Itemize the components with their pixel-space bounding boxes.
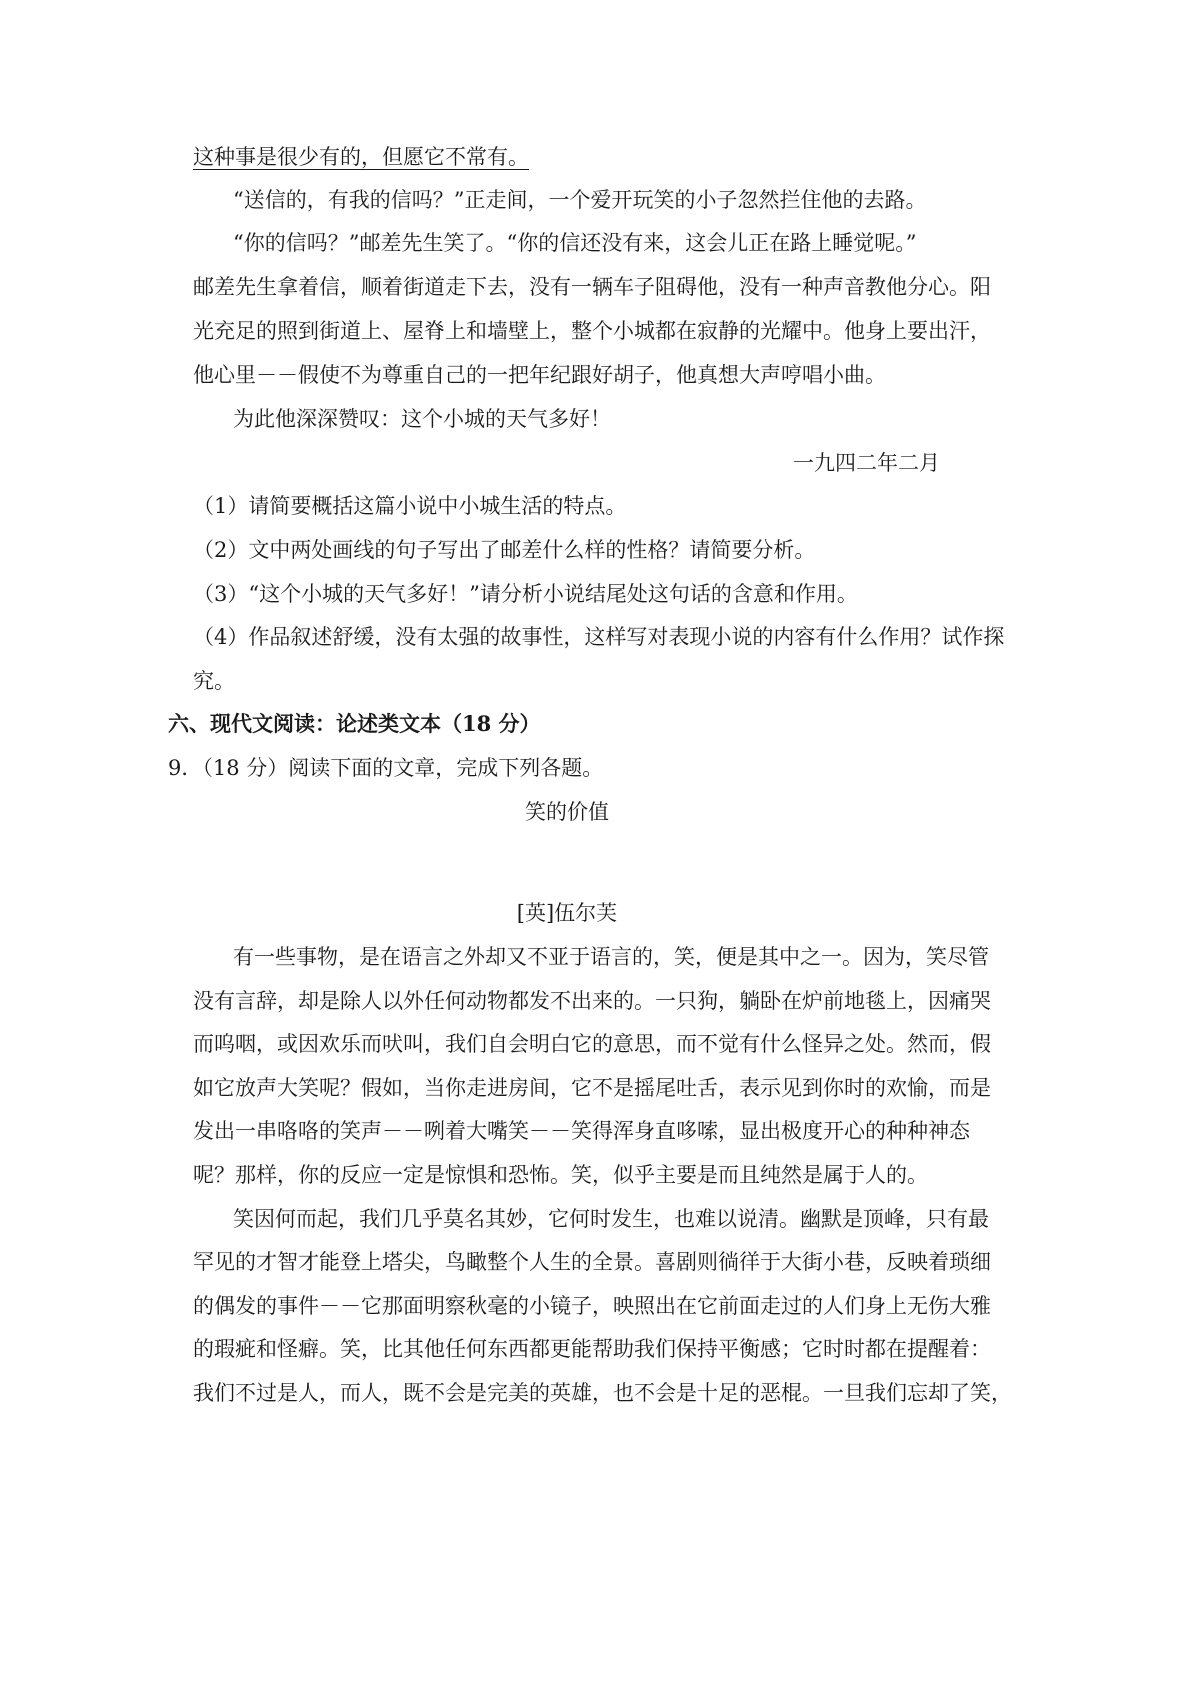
paragraph-line: 我们不过是人，而人，既不会是完美的英雄，也不会是十足的恶棍。一旦我们忘却了笑， — [193, 1381, 1012, 1405]
question-item: 究。 — [193, 669, 235, 693]
dialogue-line-1: “送信的，有我的信吗？”正走间，一个爱开玩笑的小子忽然拦住他的去路。 — [233, 188, 927, 212]
section-heading: 六、现代文阅读：论述类文本（18 分） — [168, 711, 541, 736]
question-item: （3）“这个小城的天气多好！”请分析小说结尾处这句话的含意和作用。 — [193, 582, 858, 606]
closing-line: 为此他深深赞叹：这个小城的天气多好！ — [233, 407, 611, 431]
paragraph-line: 发出一串咯咯的笑声－－咧着大嘴笑－－笑得浑身直哆嗦，显出极度开心的种种神态 — [193, 1119, 970, 1143]
question-item: （1）请简要概括这篇小说中小城生活的特点。 — [193, 494, 627, 518]
story-date: 一九四二年二月 — [793, 451, 940, 475]
paragraph-line: 罕见的才智才能登上塔尖，鸟瞰整个人生的全景。喜剧则徜徉于大街小巷，反映着琐细 — [193, 1250, 991, 1274]
question-item: （4）作品叙述舒缓，没有太强的故事性，这样写对表现小说的内容有什么作用？试作探 — [193, 625, 1005, 649]
paragraph-line: 笑因何而起，我们几乎莫名其妙，它何时发生，也难以说清。幽默是顶峰，只有最 — [233, 1207, 989, 1231]
paragraph-line: 没有言辞，却是除人以外任何动物都发不出来的。一只狗，躺卧在炉前地毯上，因痛哭 — [193, 989, 991, 1013]
article-author: [英]伍尔芙 — [516, 901, 618, 925]
narration-line: 邮差先生拿着信，顺着街道走下去，没有一辆车子阻碍他，没有一种声音教他分心。阳 — [193, 275, 991, 299]
paragraph-line: 的瑕疵和怪癖。笑，比其他任何东西都更能帮助我们保持平衡感；它时时都在提醒着： — [193, 1337, 991, 1361]
question-9-prompt: 9．（18 分）阅读下面的文章，完成下列各题。 — [168, 756, 604, 780]
dialogue-line-2: “你的信吗？”邮差先生笑了。“你的信还没有来，这会儿正在路上睡觉呢。” — [233, 231, 917, 255]
paragraph-line: 如它放声大笑呢？假如，当你走进房间，它不是摇尾吐舌，表示见到你时的欢愉，而是 — [193, 1076, 991, 1100]
question-item: （2）文中两处画线的句子写出了邮差什么样的性格？请简要分析。 — [193, 538, 816, 562]
article-title: 笑的价值 — [525, 800, 609, 824]
paragraph-line: 的偶发的事件－－它那面明察秋毫的小镜子，映照出在它前面走过的人们身上无伤大雅 — [193, 1294, 991, 1318]
paragraph-line: 有一些事物，是在语言之外却又不亚于语言的，笑，便是其中之一。因为，笑尽管 — [233, 945, 989, 969]
narration-line: 光充足的照到街道上、屋脊上和墙壁上，整个小城都在寂静的光耀中。他身上要出汗， — [193, 319, 991, 343]
narration-line: 他心里－－假使不为尊重自己的一把年纪跟好胡子，他真想大声哼唱小曲。 — [193, 363, 886, 387]
paragraph-line: 呢？那样，你的反应一定是惊惧和恐怖。笑，似乎主要是而且纯然是属于人的。 — [193, 1163, 928, 1187]
underlined-sentence: 这种事是很少有的，但愿它不常有。 — [193, 145, 529, 169]
paragraph-line: 而呜咽，或因欢乐而吠叫，我们自会明白它的意思，而不觉有什么怪异之处。然而，假 — [193, 1032, 991, 1056]
